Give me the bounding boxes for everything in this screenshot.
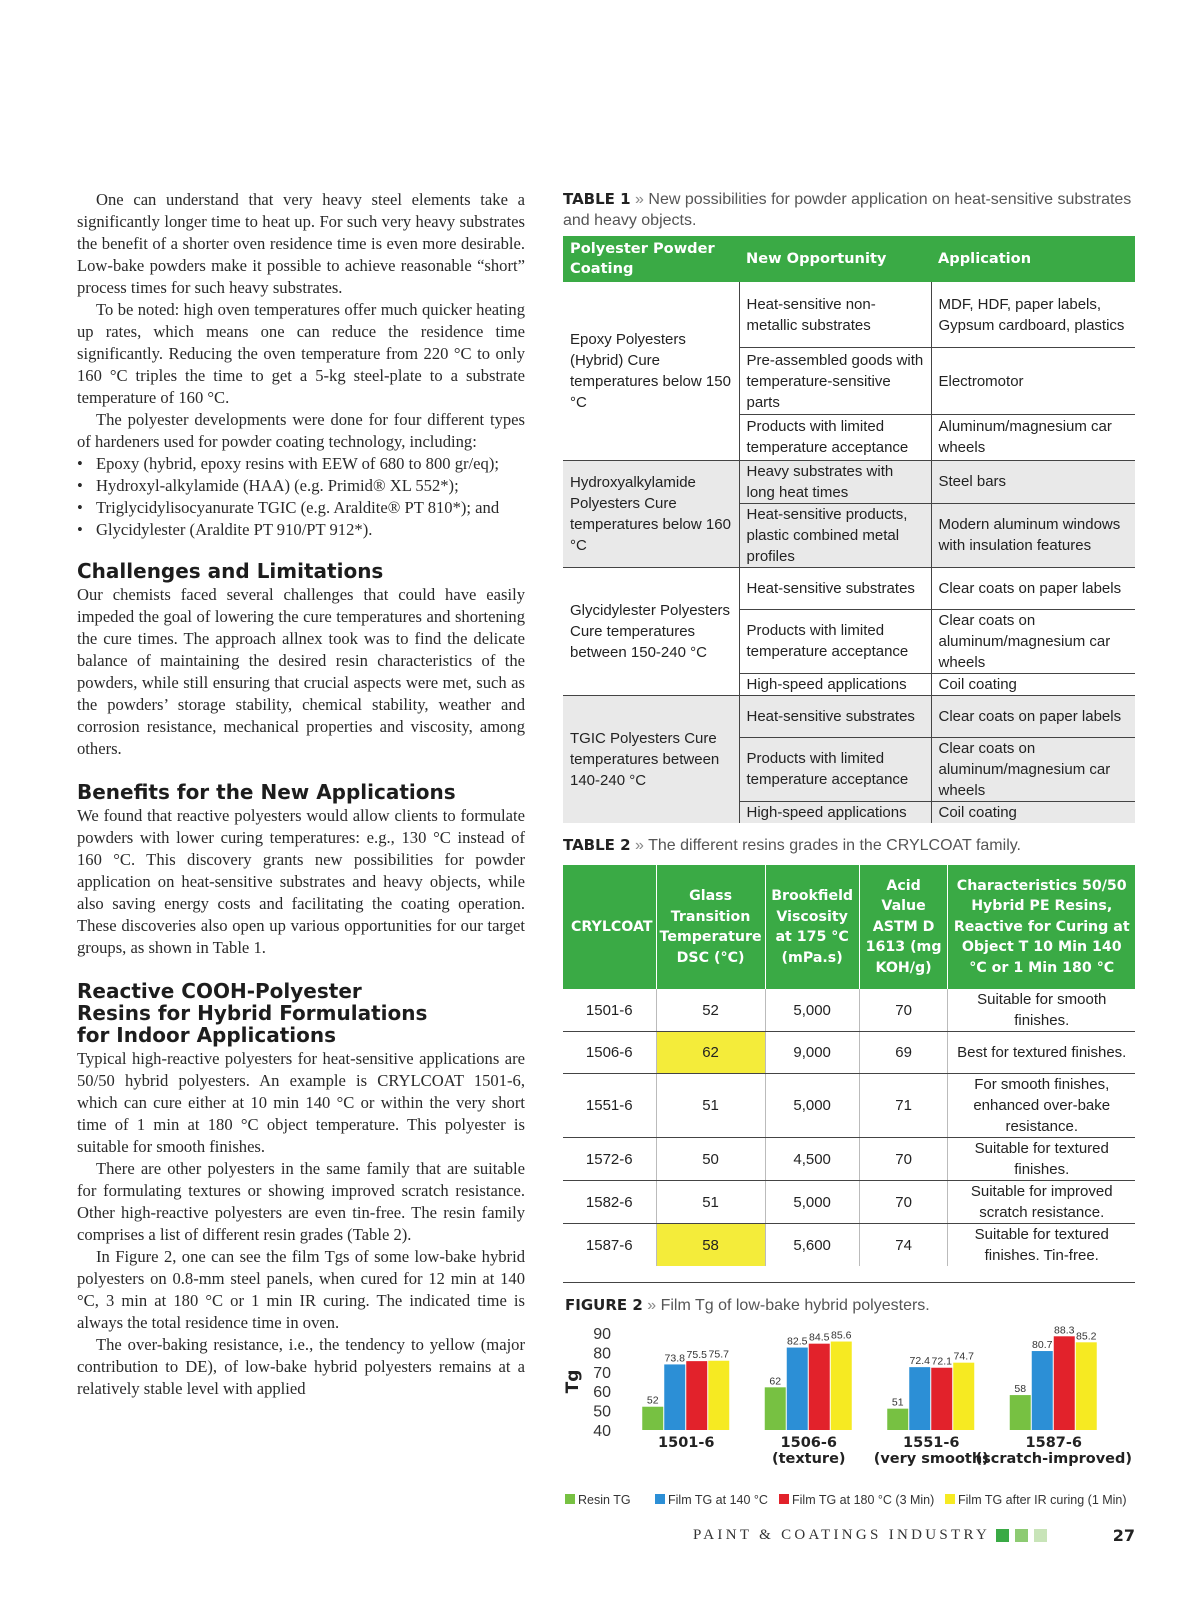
coating-cell: Epoxy Polyesters (Hybrid) Cure temperatures below 150 °C bbox=[563, 282, 739, 460]
application-cell: Electromotor bbox=[931, 348, 1135, 415]
opportunity-cell: Heat-sensitive substrates bbox=[739, 695, 931, 737]
table2-header: Glass Transition Temperature DSC (°C) bbox=[656, 865, 765, 989]
crylcoat-cell: 1551-6 bbox=[563, 1074, 656, 1138]
opportunity-cell: High-speed applications bbox=[739, 673, 931, 695]
table2 bbox=[563, 865, 1135, 1266]
legend-swatch bbox=[565, 1494, 575, 1504]
article-right-column bbox=[563, 189, 1135, 1518]
opportunity-cell: Pre-assembled goods with temperature-sensitive parts bbox=[739, 348, 931, 415]
bar bbox=[1054, 1336, 1075, 1430]
bar-value-label: 84.5 bbox=[809, 1331, 830, 1344]
legend-swatch bbox=[655, 1494, 665, 1504]
y-tick-label: 40 bbox=[593, 1423, 611, 1440]
characteristics-cell: Suitable for smooth finishes. bbox=[948, 989, 1135, 1032]
y-tick-label: 70 bbox=[593, 1364, 611, 1382]
application-cell: Clear coats on paper labels bbox=[931, 567, 1135, 609]
bar bbox=[664, 1364, 685, 1430]
bar bbox=[1076, 1342, 1097, 1430]
category-label: 1551-6 bbox=[903, 1435, 960, 1451]
acid-value-cell: 74 bbox=[859, 1224, 948, 1267]
coating-cell: Glycidylester Polyesters Cure temperatures between 150-240 °C bbox=[563, 567, 739, 695]
table1-header: Application bbox=[931, 236, 1135, 282]
bar-value-label: 85.2 bbox=[1076, 1330, 1097, 1343]
section-heading: Challenges and Limitations bbox=[77, 559, 384, 583]
characteristics-cell: Suitable for improved scratch resistance. bbox=[948, 1181, 1135, 1224]
characteristics-cell: Best for textured finishes. bbox=[948, 1032, 1135, 1074]
hardener-list bbox=[77, 453, 525, 541]
characteristics-cell: Suitable for textured finishes. bbox=[948, 1138, 1135, 1181]
table-row bbox=[563, 567, 1135, 609]
y-axis-title: Tg bbox=[563, 1369, 583, 1394]
legend-label: Resin TG bbox=[578, 1493, 631, 1507]
bar bbox=[909, 1367, 930, 1430]
bar bbox=[765, 1387, 786, 1430]
table2-caption bbox=[563, 835, 1135, 856]
viscosity-cell: 4,500 bbox=[765, 1138, 859, 1181]
paragraph: Our chemists faced several challenges that could have easily impeded the goal of lowering the cure temperatures and shortening the cure times. The approach allnex took was to find the delicate balance of maintaining the desired resin characteristics of the powders, while still ensuring that crucial aspects were met, such as the powders’ storage stability, chemical stability, weather and corrosion resistance, mechanical properties and viscosity, among others. bbox=[77, 585, 525, 758]
opportunity-cell: Heat-sensitive products, plastic combined metal profiles bbox=[739, 503, 931, 567]
opportunity-cell: Products with limited temperature acceptance bbox=[739, 609, 931, 673]
acid-value-cell: 70 bbox=[859, 989, 948, 1032]
application-cell: MDF, HDF, paper labels, Gypsum cardboard, plastics bbox=[931, 282, 1135, 348]
paragraph: The over-baking resistance, i.e., the tendency to yellow (major contribution to DE), of low-bake hybrid polyesters remains at a relatively stable level with applied bbox=[77, 1335, 525, 1398]
bar bbox=[787, 1348, 808, 1430]
viscosity-cell: 5,000 bbox=[765, 989, 859, 1032]
table1-caption bbox=[563, 189, 1135, 231]
figure2-label: FIGURE 2 bbox=[565, 1296, 643, 1314]
application-cell: Clear coats on aluminum/magnesium car wheels bbox=[931, 737, 1135, 801]
table1-caption-text: New possibilities for powder application on heat-sensitive substrates and heavy objects. bbox=[563, 191, 1132, 229]
opportunity-cell: Heat-sensitive substrates bbox=[739, 567, 931, 609]
crylcoat-cell: 1587-6 bbox=[563, 1224, 656, 1267]
article-left-column bbox=[77, 189, 525, 1400]
viscosity-cell: 5,000 bbox=[765, 1074, 859, 1138]
bar-value-label: 52 bbox=[646, 1394, 659, 1407]
paragraph: To be noted: high oven temperatures offer much quicker heating up rates, which means one can reduce the residence time significantly. Reducing the oven temperature from 220 °C to only 160 °C triples the time to get a 5-kg steel-plate to a substrate temperature of 160 °C. bbox=[77, 300, 525, 407]
tg-cell: 52 bbox=[656, 989, 765, 1032]
tg-cell: 62 bbox=[656, 1032, 765, 1074]
legend-swatch bbox=[779, 1494, 789, 1504]
viscosity-cell: 5,000 bbox=[765, 1181, 859, 1224]
bar bbox=[1032, 1351, 1053, 1430]
table2-header: Characteristics 50/50 Hybrid PE Resins, Reactive for Curing at Object T 10 Min 140 °C or 1 Min 180 °C bbox=[948, 865, 1135, 989]
bar-value-label: 74.7 bbox=[953, 1350, 974, 1363]
table2-header: Acid Value ASTM D 1613 (mg KOH/g) bbox=[859, 865, 948, 989]
table-row bbox=[563, 1224, 1135, 1267]
table1-header: Polyester Powder Coating bbox=[563, 236, 739, 282]
y-tick-label: 50 bbox=[593, 1403, 611, 1421]
viscosity-cell: 9,000 bbox=[765, 1032, 859, 1074]
table-row bbox=[563, 1138, 1135, 1181]
figure2-caption-text: Film Tg of low-bake hybrid polyesters. bbox=[660, 1297, 930, 1314]
bar-value-label: 58 bbox=[1014, 1383, 1027, 1396]
coating-cell: Hydroxyalkylamide Polyesters Cure temperatures below 160 °C bbox=[563, 460, 739, 567]
crylcoat-cell: 1572-6 bbox=[563, 1138, 656, 1181]
bar-value-label: 85.6 bbox=[831, 1329, 852, 1342]
table-row bbox=[563, 1181, 1135, 1224]
bar-value-label: 82.5 bbox=[787, 1335, 808, 1348]
y-tick-label: 60 bbox=[593, 1384, 611, 1402]
opportunity-cell: Products with limited temperature acceptance bbox=[739, 737, 931, 801]
bar bbox=[708, 1361, 729, 1430]
characteristics-cell: For smooth finishes, enhanced over-bake resistance. bbox=[948, 1074, 1135, 1138]
table2-caption-text: The different resins grades in the CRYLCOAT family. bbox=[648, 837, 1021, 854]
acid-value-cell: 70 bbox=[859, 1181, 948, 1224]
paragraph: There are other polyesters in the same family that are suitable for formulating textures or showing improved scratch resistance. Other high-reactive polyesters are even tin-free. The resin family comprises a list of different resin grades (Table 2). bbox=[77, 1159, 525, 1244]
chevron-icon: » bbox=[635, 191, 644, 208]
acid-value-cell: 70 bbox=[859, 1138, 948, 1181]
legend-label: Film TG after IR curing (1 Min) bbox=[958, 1493, 1127, 1507]
bar-value-label: 75.7 bbox=[708, 1348, 729, 1361]
category-label: 1506-6 bbox=[780, 1435, 837, 1451]
table-row bbox=[563, 282, 1135, 348]
application-cell: Clear coats on paper labels bbox=[931, 695, 1135, 737]
bar bbox=[1010, 1395, 1031, 1430]
paragraph: Typical high-reactive polyesters for heat-sensitive applications are 50/50 hybrid polyesters. An example is CRYLCOAT 1501-6, which can cure either at 10 min 140 °C or within the very short time of 1 min at 180 °C object temperature. This polyester is suitable for smooth finishes. bbox=[77, 1049, 525, 1156]
paragraph: One can understand that very heavy steel elements take a significantly longer time to heat up. For such very heavy substrates the benefit of a shorter oven residence time is even more desirable. Low-bake powders make it possible to achieve reasonable “short” process times for such heavy substrates. bbox=[77, 190, 525, 297]
decor-square-icon bbox=[996, 1529, 1009, 1542]
table-row bbox=[563, 695, 1135, 737]
viscosity-cell: 5,600 bbox=[765, 1224, 859, 1267]
legend-label: Film TG at 140 °C bbox=[668, 1493, 768, 1507]
list-item: • Hydroxyl-alkylamide (HAA) (e.g. Primid® XL 552*); bbox=[77, 475, 525, 497]
divider bbox=[563, 1282, 1135, 1283]
publication-name: PAINT & COATINGS INDUSTRY bbox=[693, 1526, 991, 1543]
tg-cell: 58 bbox=[656, 1224, 765, 1267]
application-cell: Clear coats on aluminum/magnesium car wheels bbox=[931, 609, 1135, 673]
figure2-caption bbox=[565, 1295, 1135, 1316]
bar-value-label: 88.3 bbox=[1054, 1324, 1075, 1337]
section-heading: Benefits for the New Applications bbox=[77, 780, 456, 804]
opportunity-cell: High-speed applications bbox=[739, 801, 931, 823]
chevron-icon: » bbox=[635, 837, 644, 854]
tg-cell: 51 bbox=[656, 1181, 765, 1224]
table2-header: Brookfield Viscosity at 175 °C (mPa.s) bbox=[765, 865, 859, 989]
list-item: • Glycidylester (Araldite PT 910/PT 912*). bbox=[77, 519, 525, 541]
bar bbox=[931, 1368, 952, 1430]
tg-bar-chart bbox=[563, 1318, 1135, 1518]
application-cell: Modern aluminum windows with insulation features bbox=[931, 503, 1135, 567]
bar-value-label: 75.5 bbox=[686, 1349, 707, 1362]
application-cell: Aluminum/magnesium car wheels bbox=[931, 415, 1135, 460]
decor-square-icon bbox=[1015, 1529, 1028, 1542]
legend-label: Film TG at 180 °C (3 Min) bbox=[792, 1493, 935, 1507]
bar bbox=[831, 1342, 852, 1430]
category-label: (scratch-improved) bbox=[975, 1451, 1133, 1467]
table2-label: TABLE 2 bbox=[563, 836, 631, 854]
y-tick-label: 80 bbox=[593, 1345, 611, 1363]
paragraph: We found that reactive polyesters would allow clients to formulate powders with lower curing temperatures: e.g., 130 °C instead of 160 °C. This discovery grants new possibilities for powder application on heat-sensitive substrates and heavy objects, while also saving energy costs and facilitating the coating operation. These discoveries also open up various opportunities for our target groups, as shown in Table 1. bbox=[77, 806, 525, 957]
table2-header: CRYLCOAT bbox=[563, 865, 656, 989]
category-label: 1501-6 bbox=[658, 1435, 715, 1451]
acid-value-cell: 71 bbox=[859, 1074, 948, 1138]
table1-label: TABLE 1 bbox=[563, 190, 631, 208]
bar-value-label: 51 bbox=[891, 1396, 904, 1409]
application-cell: Coil coating bbox=[931, 801, 1135, 823]
chevron-icon: » bbox=[647, 1297, 657, 1314]
crylcoat-cell: 1582-6 bbox=[563, 1181, 656, 1224]
acid-value-cell: 69 bbox=[859, 1032, 948, 1074]
category-label: (texture) bbox=[771, 1451, 846, 1467]
opportunity-cell: Products with limited temperature acceptance bbox=[739, 415, 931, 460]
list-item: • Triglycidylisocyanurate TGIC (e.g. Araldite® PT 810*); and bbox=[77, 497, 525, 519]
table1 bbox=[563, 236, 1135, 823]
table-row bbox=[563, 1074, 1135, 1138]
table-row bbox=[563, 1032, 1135, 1074]
tg-cell: 51 bbox=[656, 1074, 765, 1138]
bar-value-label: 80.7 bbox=[1032, 1339, 1053, 1352]
opportunity-cell: Heavy substrates with long heat times bbox=[739, 460, 931, 503]
bar-value-label: 72.4 bbox=[909, 1355, 930, 1368]
bar bbox=[809, 1344, 830, 1430]
section-heading: Reactive COOH-Polyester Resins for Hybrid Formulations for Indoor Applications bbox=[77, 979, 428, 1047]
bar-value-label: 62 bbox=[769, 1375, 782, 1388]
decor-square-icon bbox=[1034, 1529, 1047, 1542]
coating-cell: TGIC Polyesters Cure temperatures between 140-240 °C bbox=[563, 695, 739, 823]
category-label: (very smooth) bbox=[873, 1451, 989, 1467]
bar-value-label: 73.8 bbox=[664, 1352, 685, 1365]
paragraph: In Figure 2, one can see the film Tgs of some low-bake hybrid polyesters on 0.8-mm steel panels, when cured for 12 min at 140 °C, 3 min at 180 °C or 1 min IR curing. The indicated time is always the total residence time in oven. bbox=[77, 1247, 525, 1332]
page-footer bbox=[693, 1521, 1135, 1549]
application-cell: Steel bars bbox=[931, 460, 1135, 503]
characteristics-cell: Suitable for textured finishes. Tin-free. bbox=[974, 1226, 1109, 1264]
application-cell: Coil coating bbox=[931, 673, 1135, 695]
bar-value-label: 72.1 bbox=[931, 1355, 952, 1368]
crylcoat-cell: 1501-6 bbox=[563, 989, 656, 1032]
table1-header: New Opportunity bbox=[739, 236, 931, 282]
paragraph: The polyester developments were done for four different types of hardeners used for powder coating technology, including: bbox=[77, 410, 525, 451]
y-tick-label: 90 bbox=[593, 1326, 611, 1343]
table-row bbox=[563, 989, 1135, 1032]
bar bbox=[642, 1407, 663, 1430]
opportunity-cell: Heat-sensitive non-metallic substrates bbox=[739, 282, 931, 348]
bar bbox=[686, 1361, 707, 1430]
category-label: 1587-6 bbox=[1025, 1435, 1082, 1451]
tg-cell: 50 bbox=[656, 1138, 765, 1181]
crylcoat-cell: 1506-6 bbox=[563, 1032, 656, 1074]
page-number: 27 bbox=[1112, 1525, 1135, 1545]
bar bbox=[887, 1409, 908, 1430]
legend-swatch bbox=[945, 1494, 955, 1504]
table-row bbox=[563, 460, 1135, 503]
bar bbox=[953, 1363, 974, 1430]
list-item: • Epoxy (hybrid, epoxy resins with EEW of 680 to 800 gr/eq); bbox=[77, 453, 525, 475]
